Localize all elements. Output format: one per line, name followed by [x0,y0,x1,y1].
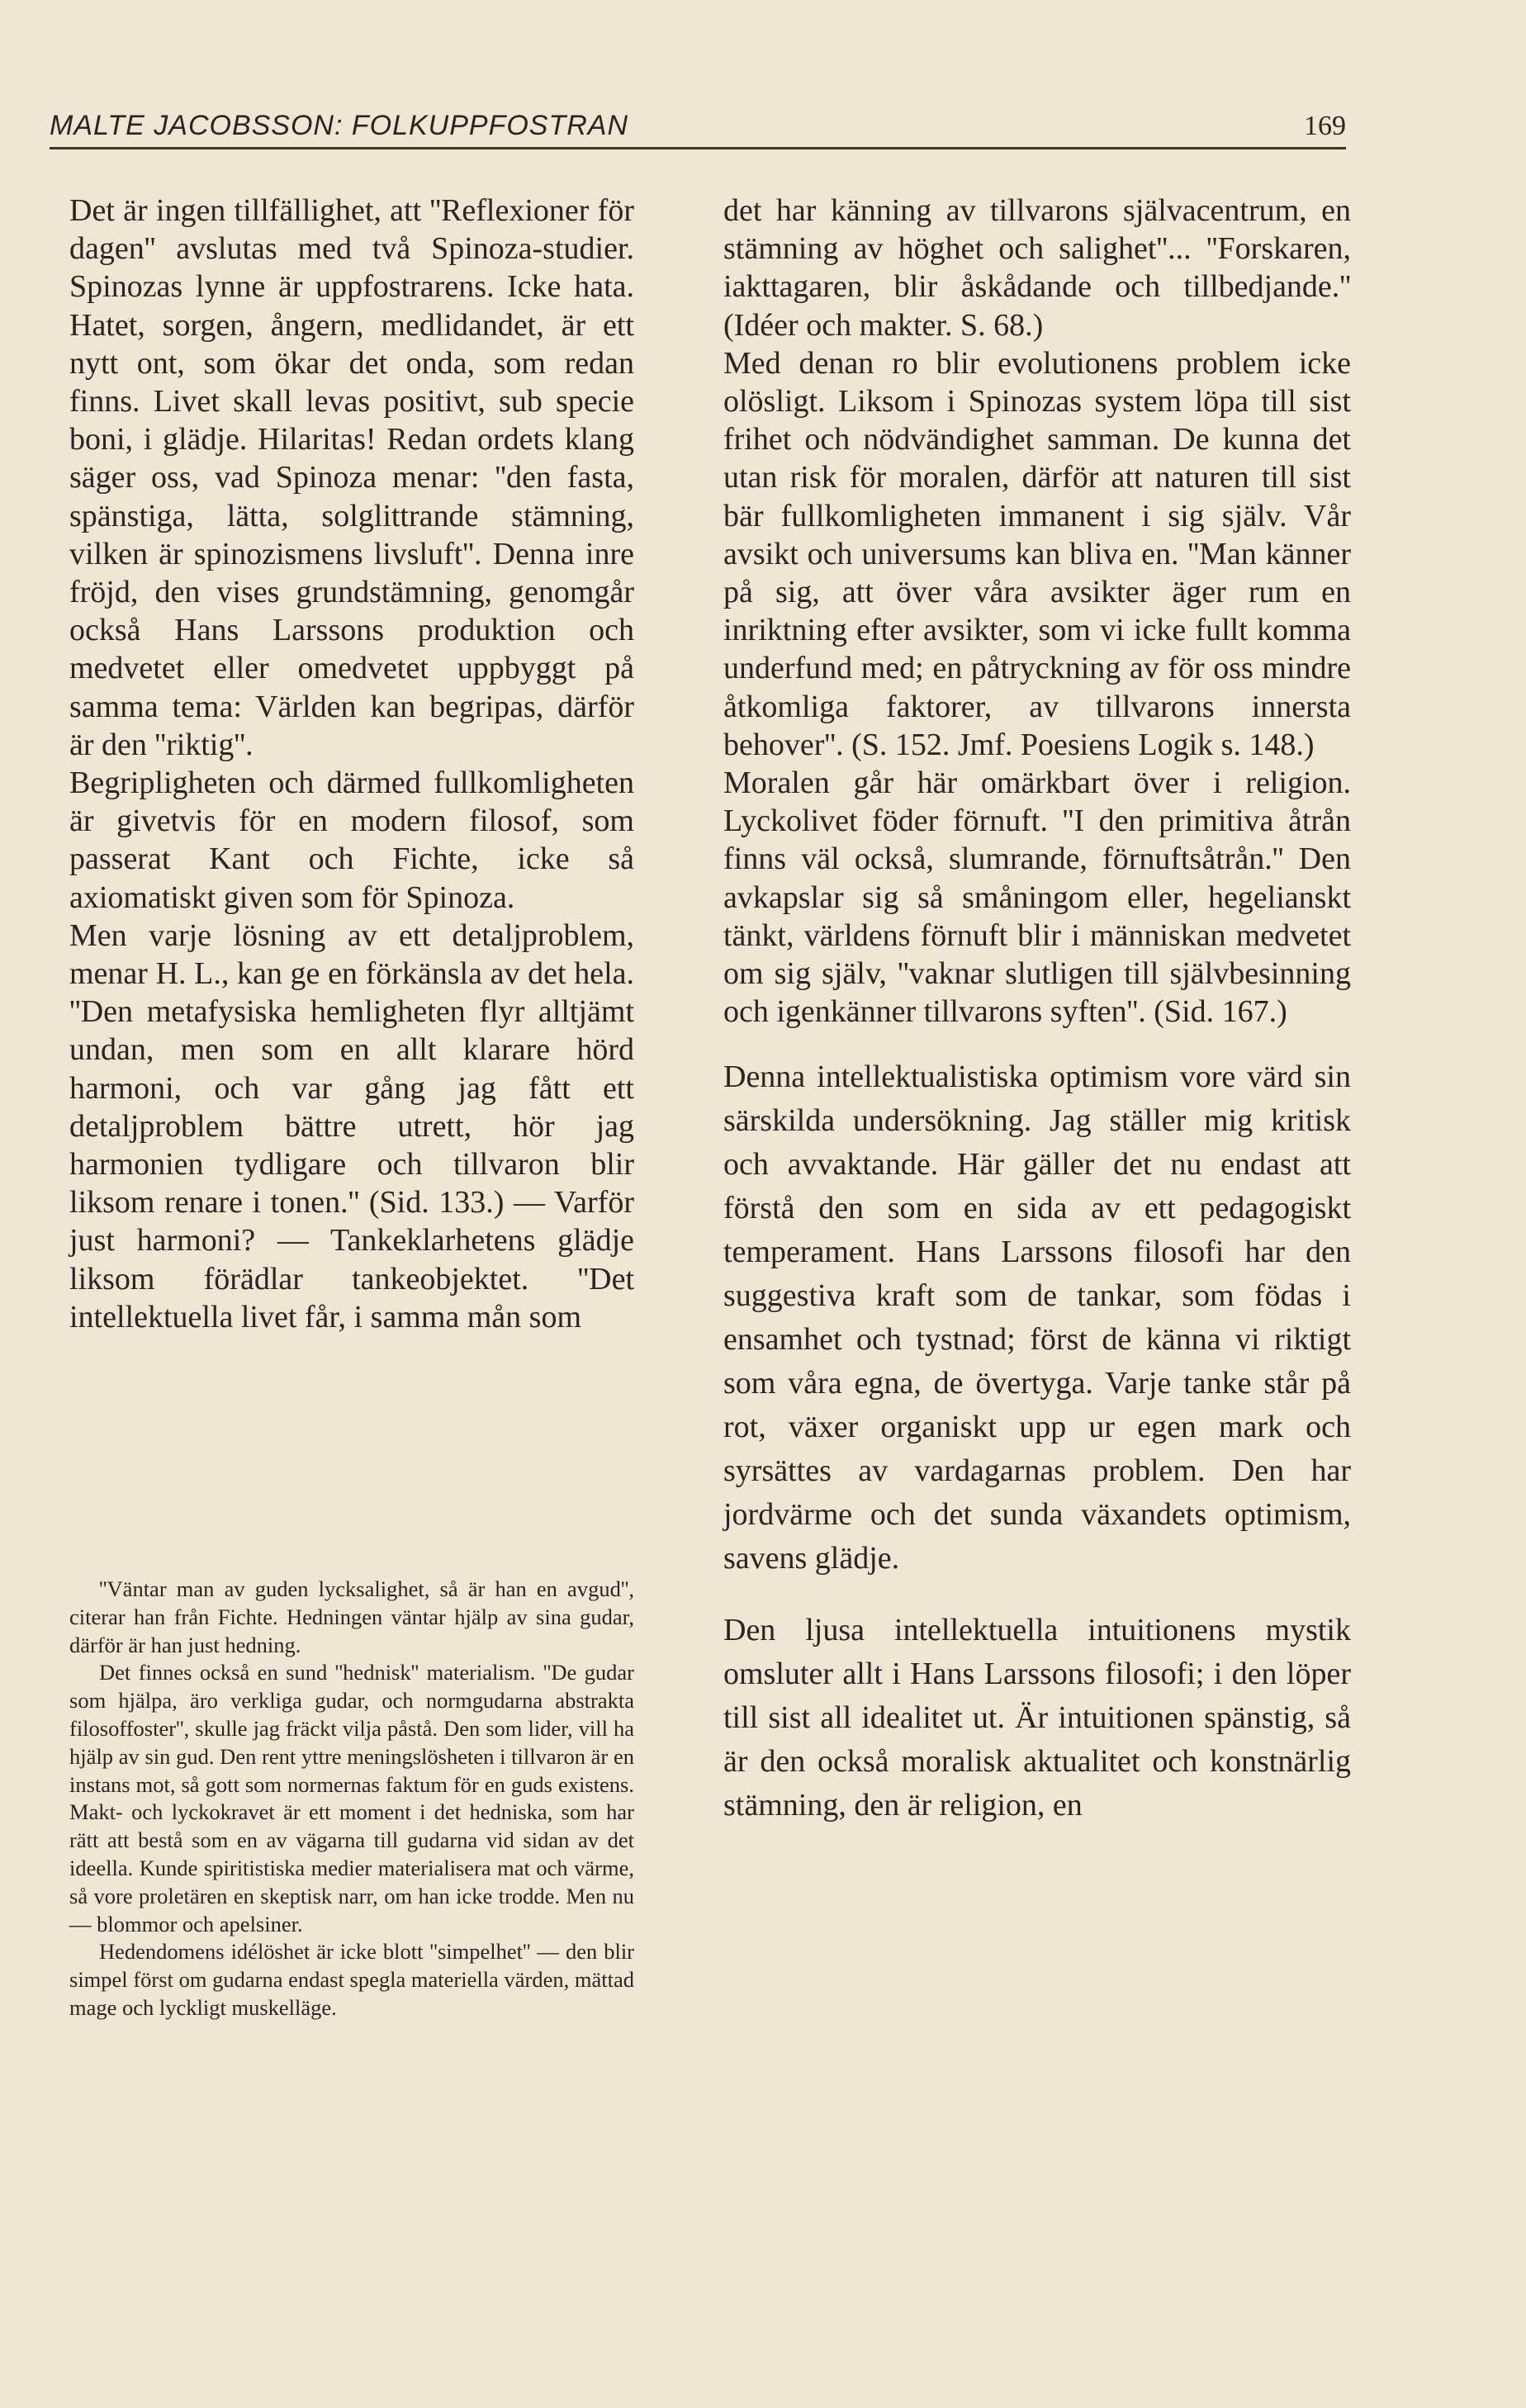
left-column [69,192,634,1336]
footnotes [69,1576,634,2022]
paragraph: Denna intellektualistiska optimism vore värd sin särskilda undersökning. Jag ställer mig kritisk och avvaktande. Här gäller det nu endast att förstå den som en sida av ett pedagogiskt temperament. Hans Larssons filosofi har den suggestiva kraft som de tankar, som födas i ensamhet och tystnad; först de känna vi riktigt som våra egna, de övertyga. Varje tanke står på rot, växer organiskt upp ur egen mark och syrsättes av vardagarnas problem. Den har jordvärme och det sunda växandets optimism, savens glädje. [723,1059,1351,1576]
page-number: 169 [1304,111,1346,141]
footnote-paragraph: ''Väntar man av guden lycksalighet, så är han en avgud'', citerar han från Fichte. Hedningen väntar hjälp av sina gudar, därför är han just hedning. [69,1576,634,1657]
paragraph: Moralen går här omärkbart över i religion. Lyckolivet föder förnuft. ''I den primitiva åtrån finns väl också, slumrande, förnuftsåtrån.'' Den avkapslar sig så småningom eller, hegelianskt tänkt, världens förnuft blir i människan medvetet om sig själv, ''vaknar slutligen till självbesinning och igenkänner tillvarons syften''. (Sid. 167.) [723,766,1351,1030]
page-header [50,107,1346,149]
paragraph: det har känning av tillvarons självacentrum, en stämning av höghet och salighet''... ''Forskaren, iakttagaren, blir åskådande och tillbedjande.'' (Idéer och makter. S. 68.) [723,193,1351,343]
running-head: MALTE JACOBSSON: FOLKUPPFOSTRAN [50,110,629,141]
paragraph: Men varje lösning av ett detaljproblem, menar H. L., kan ge en förkänsla av det hela. ''Den metafysiska hemligheten flyr alltjämt undan, men som en allt klarare hörd harmoni, och var gång jag fått ett detaljproblem bättre utrett, hör jag harmonien tydligare och tillvaron blir liksom renare i tonen.'' (Sid. 133.) — Varför just harmoni? — Tankeklarhetens glädje liksom förädlar tankeobjektet. ''Det intellektuella livet får, i samma mån som [69,917,634,1334]
footnote-paragraph: Hedendomens idélöshet är icke blott ''simpelhet'' — den blir simpel först om gudarna endast spegla materiella värden, mättad mage och lyckligt muskelläge. [69,1939,634,2020]
paragraph: Med denan ro blir evolutionens problem icke olösligt. Liksom i Spinozas system löpa till sist frihet och nödvändighet samman. De kunna det utan risk för moralen, därför att naturen till sist bär fullkomligheten immanent i sig själv. Vår avsikt och universums kan bliva en. ''Man känner på sig, att över våra avsikter äger rum en inriktning efter avsikter, som vi icke fullt komma underfund med; en påtryckning av för oss mindre åtkomliga faktorer, av tillvarons innersta behover''. (S. 152. Jmf. Poesiens Logik s. 148.) [723,345,1351,762]
paragraph: Den ljusa intellektuella intuitionens mystik omsluter allt i Hans Larssons filosofi; i den löper till sist all idealitet ut. Är intuitionen spänstig, så är den också moralisk aktualitet och konstnärlig stämning, den är religion, en [723,1613,1351,1823]
footnote-paragraph: Det finnes också en sund ''hednisk'' materialism. ''De gudar som hjälpa, äro verkliga gudar, och normgudarna abstrakta filosoffoster'', skulle jag fräckt vilja påstå. Den som lider, vill ha hjälp av sin gud. Den rent yttre meningslösheten i tillvaron är en instans mot, så gott som normernas faktum för en guds existens. Makt- och lyckokravet är ett moment i det hedniska, som har rätt att bestå som en av vägarna till gudarna vid sidan av det ideella. Kunde spiritistiska medier materialisera mat och värme, så vore proletären en skeptisk narr, om han icke trodde. Men nu — blommor och apelsiner. [69,1660,634,1936]
paragraph: Det är ingen tillfällighet, att ''Reflexioner för dagen'' avslutas med två Spinoza-studier. Spinozas lynne är uppfostrarens. Icke hata. Hatet, sorgen, ångern, medlidandet, är ett nytt ont, som ökar det onda, som redan finns. Livet skall levas positivt, sub specie boni, i glädje. Hilaritas! Redan ordets klang säger oss, vad Spinoza menar: ''den fasta, spänstiga, lätta, solglittrande stämning, vilken är spinozismens livsluft''. Denna inre fröjd, den vises grundstämning, genomgår också Hans Larssons produktion och medvetet eller omedvetet uppbyggt på samma tema: Världen kan begripas, därför är den ''riktig''. [69,193,634,762]
right-column [723,192,1351,1827]
paragraph: Begripligheten och därmed fullkomligheten är givetvis för en modern filosof, som passerat Kant och Fichte, icke så axiomatiskt given som för Spinoza. [69,766,634,915]
